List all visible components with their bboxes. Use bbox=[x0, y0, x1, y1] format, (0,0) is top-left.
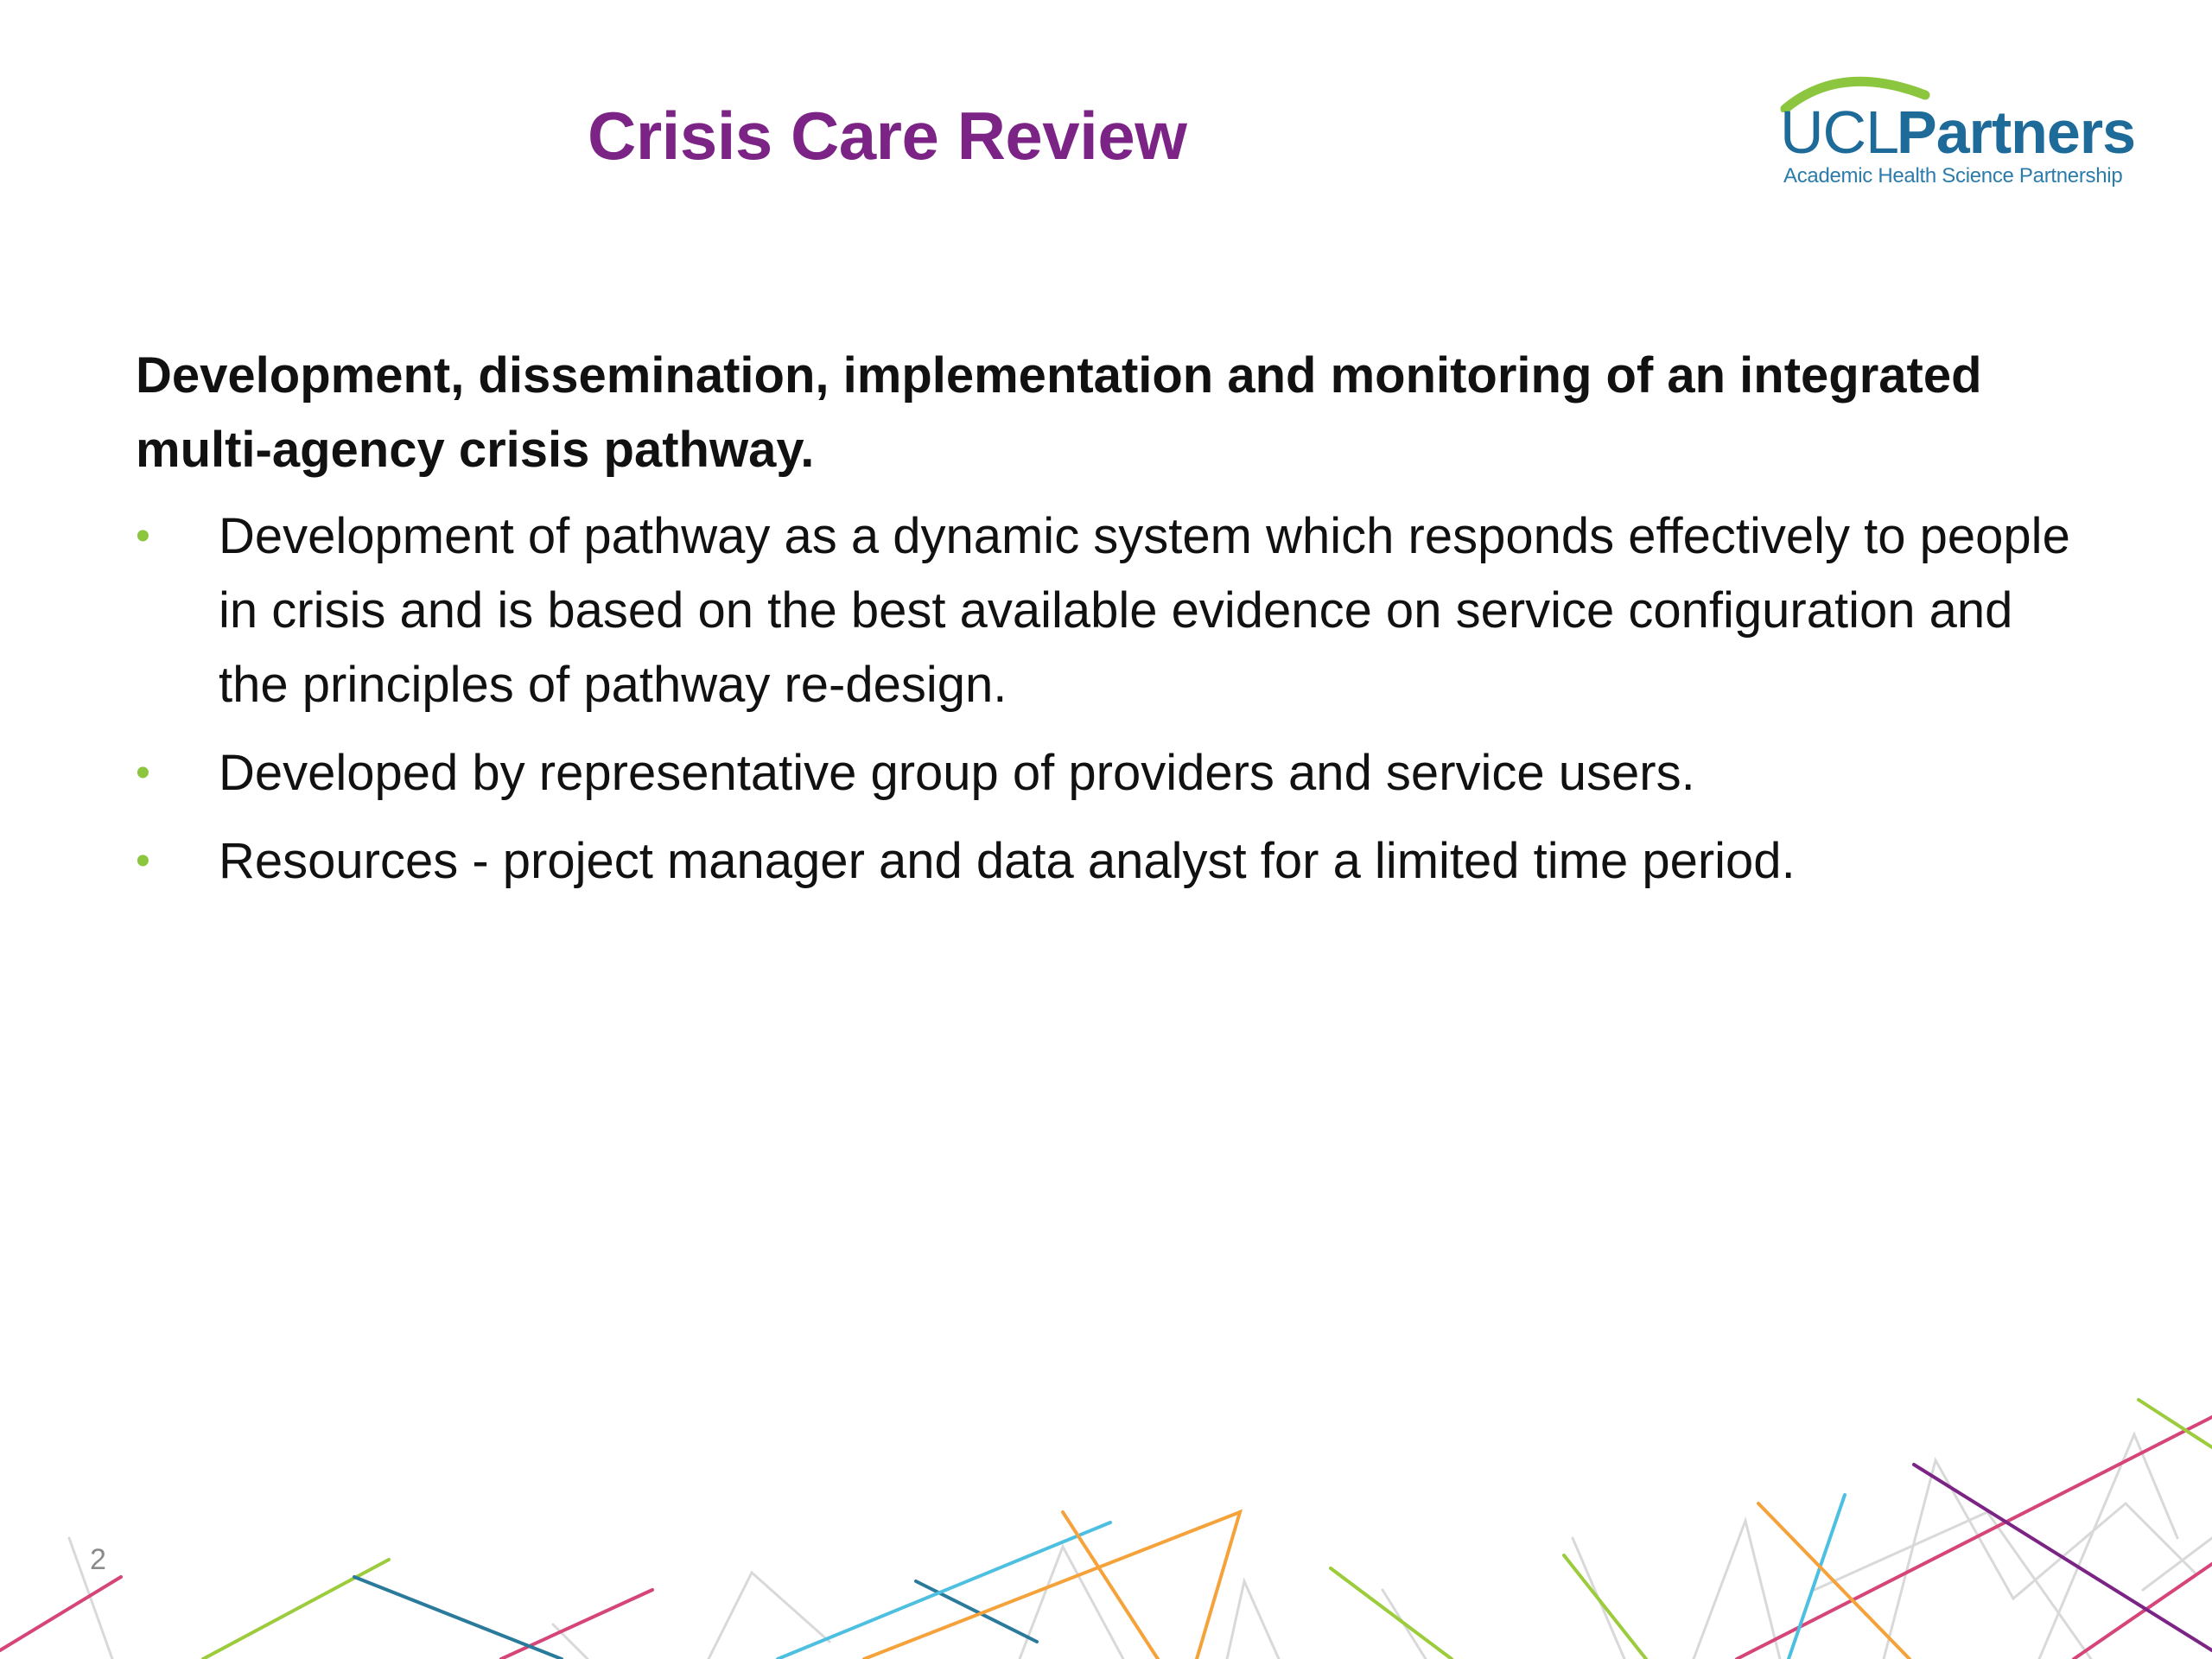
bullet-icon: • bbox=[136, 838, 150, 884]
bullet-text: Development of pathway as a dynamic system which responds effectively to people in crisis and is based on the best available evidence on service configuration and the principles of pathway re-design. bbox=[219, 508, 2070, 713]
uclpartners-logo bbox=[1763, 69, 2143, 199]
logo-wordmark-ucl: UCL bbox=[1780, 99, 1899, 166]
body-heading: Development, dissemination, implementation and monitoring of an integrated multi-agency crisis pathway. bbox=[136, 347, 1982, 478]
bullet-list bbox=[136, 499, 2088, 899]
bullet-item bbox=[136, 499, 2088, 722]
bullet-text: Developed by representative group of providers and service users. bbox=[219, 745, 1695, 801]
decorative-lines bbox=[0, 1365, 2212, 1659]
bullet-icon: • bbox=[136, 513, 150, 559]
slide-title: Crisis Care Review bbox=[588, 98, 1187, 174]
logo-wordmark-partners: Partners bbox=[1897, 99, 2136, 166]
bullet-item bbox=[136, 824, 2088, 899]
slide-body bbox=[136, 339, 2088, 912]
bullet-icon: • bbox=[136, 750, 150, 796]
page-number: 2 bbox=[90, 1543, 106, 1576]
bullet-item bbox=[136, 736, 2088, 810]
logo-tagline: Academic Health Science Partnership bbox=[1783, 164, 2123, 188]
bullet-text: Resources - project manager and data analyst for a limited time period. bbox=[219, 833, 1796, 889]
